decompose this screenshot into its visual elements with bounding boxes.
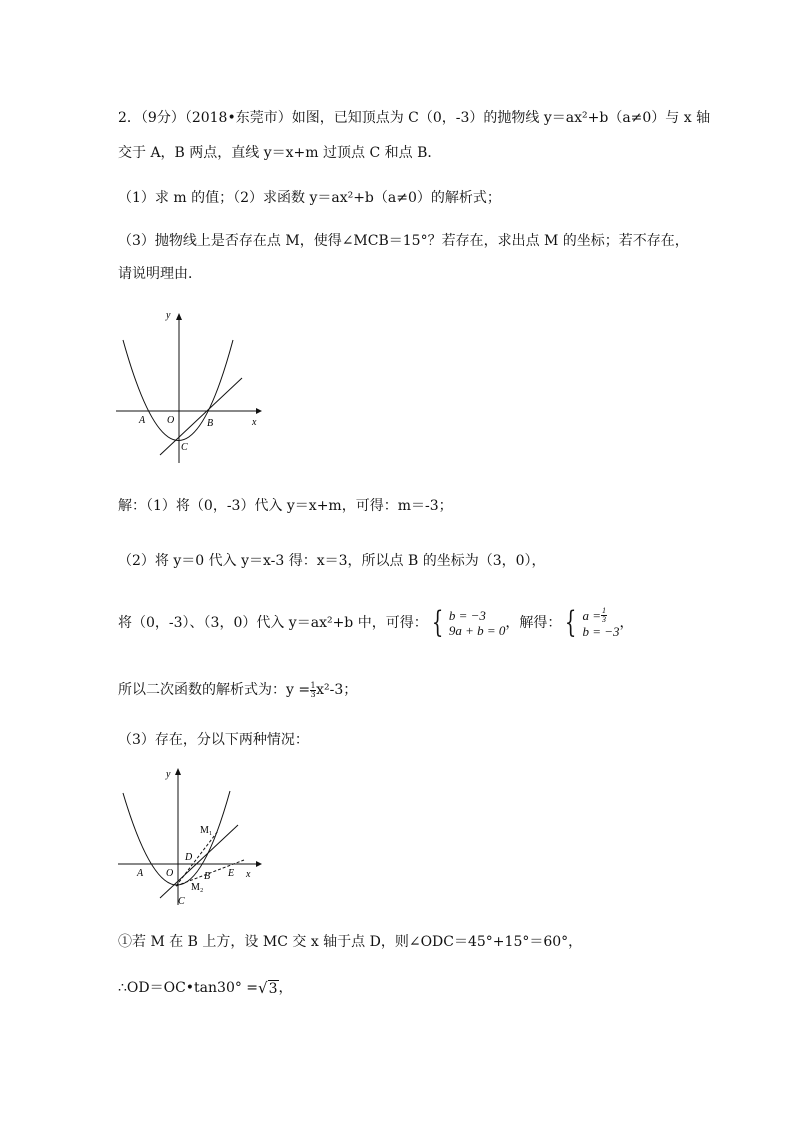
x-axis-label: x: [246, 869, 251, 880]
y-axis-label: y: [166, 769, 171, 780]
fraction-one-third: [601, 607, 607, 624]
problem-line-1: 2．（9分）（2018•东莞市）如图，已知顶点为 C（0，-3）的抛物线 y＝ax²+b（a≠0）与 x 轴: [118, 110, 711, 126]
point-b-label: B: [204, 871, 211, 882]
point-a-label: A: [137, 868, 144, 879]
point-c-label: C: [181, 442, 188, 453]
solution-line-4-prefix: 所以二次函数的解析式为：y =: [118, 682, 311, 698]
system-2-row-2: b = −3: [582, 624, 620, 639]
y-axis-arrow-icon: [176, 313, 182, 320]
sqrt-sign-icon: √: [258, 979, 268, 997]
y-axis-arrow-icon: [175, 768, 181, 775]
point-a-label: A: [139, 415, 146, 426]
solution-line-3: [118, 605, 634, 640]
solution-line-3-suffix: ，: [619, 615, 634, 631]
solution-line-3-mid: ，解得：: [505, 615, 562, 631]
solution-line-5: （3）存在，分以下两种情况：: [118, 732, 309, 748]
fraction-denominator: 3: [310, 689, 316, 699]
sqrt-radicand: 3: [268, 980, 278, 997]
problem-line-2: 交于 A，B 两点，直线 y＝x+m 过顶点 C 和点 B．: [118, 145, 442, 161]
figure-1: [110, 308, 270, 468]
equation-system-2: [561, 607, 619, 639]
solution-line-3-prefix: 将（0，-3）、（3，0）代入 y＝ax²+b 中，可得：: [118, 615, 428, 631]
origin-label: O: [166, 868, 174, 879]
fraction-numerator: 1: [310, 680, 316, 690]
point-c-label: C: [178, 896, 185, 907]
solution-line-7: [118, 978, 293, 998]
problem-line-5: 请说明理由．: [118, 266, 202, 282]
system-1-row-2: 9a + b = 0: [448, 623, 506, 638]
problem-line-4: （3）抛物线上是否存在点 M，使得∠MCB＝15°？若存在，求出点 M 的坐标；若不存在，: [118, 233, 689, 249]
figure-2: [110, 763, 270, 913]
point-e-label: E: [228, 868, 235, 879]
solution-line-2: （2）将 y＝0 代入 y＝x-3 得：x＝3，所以点 B 的坐标为（3，0），: [118, 553, 546, 569]
solution-line-4-suffix: x²-3；: [316, 682, 358, 698]
solution-line-6: ①若 M 在 B 上方，设 MC 交 x 轴于点 D，则∠ODC＝45°+15°＝60°，: [118, 934, 583, 950]
origin-label: O: [167, 415, 175, 426]
left-brace-icon: {: [431, 605, 443, 640]
solution-line-7-prefix: ∴OD＝OC•tan30° =: [118, 980, 259, 996]
x-axis-label: x: [252, 417, 257, 428]
fraction-numerator: 1: [601, 606, 606, 615]
point-m1-label: M₁: [200, 825, 213, 836]
solution-line-1: 解：（1）将（0，-3）代入 y＝x+m，可得：m＝-3；: [118, 498, 453, 514]
point-b-label: B: [207, 418, 214, 429]
system-1-row-1: b = −3: [448, 608, 486, 623]
system-2-row-1-prefix: a =: [582, 608, 601, 623]
left-brace-icon: {: [565, 605, 577, 640]
x-axis-arrow-icon: [256, 408, 262, 414]
solution-line-4: [118, 680, 357, 700]
y-axis-label: y: [166, 310, 171, 321]
equation-system-1: [428, 605, 506, 640]
point-d-label: D: [185, 852, 193, 863]
solution-line-7-suffix: ，: [278, 980, 293, 996]
x-axis-arrow-icon: [256, 861, 262, 867]
point-m2-label: M₂: [191, 882, 204, 893]
fraction-denominator: 3: [601, 615, 606, 624]
problem-line-3: （1）求 m 的值；（2）求函数 y＝ax²+b（a≠0）的解析式；: [118, 190, 501, 206]
